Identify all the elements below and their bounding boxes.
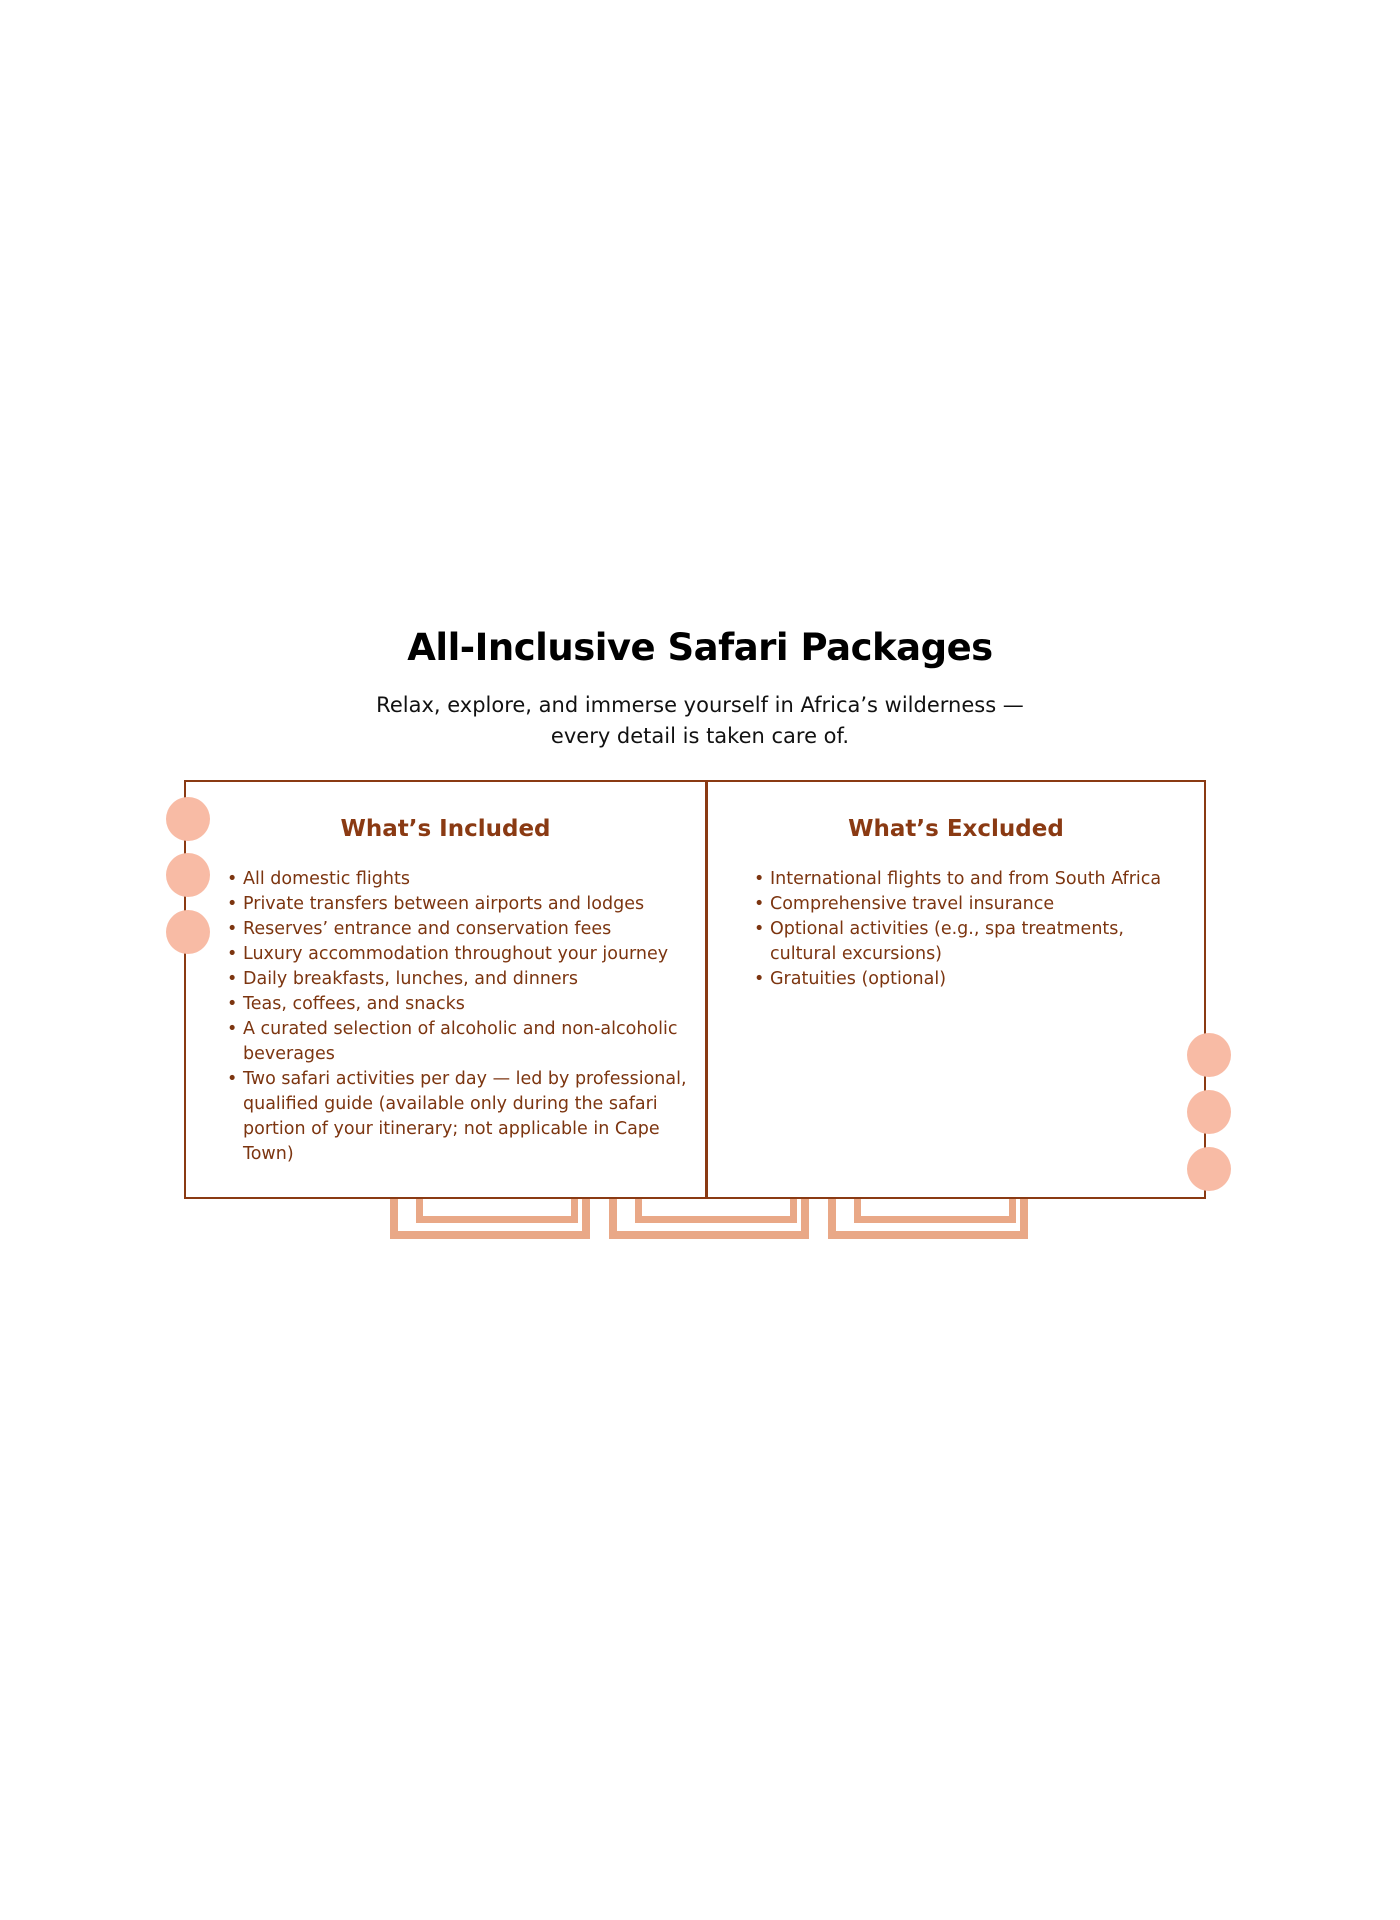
included-list xyxy=(227,867,687,1167)
list-item: • Two safari activities per day — led by professional, qualified guide (available only during the safari portion of your itinerary; not applicable in Cape Town) xyxy=(227,1069,687,1164)
page-subtitle: Relax, explore, and immerse yourself in Africa’s wilderness — every detail is taken care of. xyxy=(376,693,1024,748)
list-item: • Luxury accommodation throughout your journey xyxy=(243,942,687,967)
decorative-frame xyxy=(609,1194,809,1239)
excluded-title: What’s Excluded xyxy=(848,816,1064,842)
bullet-icon: • xyxy=(227,869,238,889)
decorative-dot xyxy=(1187,1033,1231,1077)
page-title: All-Inclusive Safari Packages xyxy=(407,626,993,669)
bullet-icon: • xyxy=(754,969,765,989)
bullet-icon: • xyxy=(227,919,238,939)
decorative-dot xyxy=(166,853,210,897)
bullet-icon: • xyxy=(227,894,238,914)
bullet-icon: • xyxy=(227,1069,238,1089)
bullet-icon: • xyxy=(227,1019,238,1039)
list-item: • Gratuities (optional) xyxy=(770,967,1192,992)
bullet-icon: • xyxy=(754,894,765,914)
excluded-list xyxy=(754,867,1192,992)
decorative-dot xyxy=(1187,1090,1231,1134)
list-item: • Teas, coffees, and snacks xyxy=(243,992,687,1017)
list-item: • Private transfers between airports and lodges xyxy=(243,892,687,917)
decorative-dot xyxy=(166,910,210,954)
decorative-frame xyxy=(390,1194,590,1239)
included-title: What’s Included xyxy=(340,816,551,842)
bullet-icon: • xyxy=(754,919,765,939)
decorative-dot xyxy=(166,797,210,841)
included-card xyxy=(184,780,707,1199)
list-item: • Reserves’ entrance and conservation fees xyxy=(243,917,687,942)
list-item: • Daily breakfasts, lunches, and dinners xyxy=(243,967,687,992)
list-item: • A curated selection of alcoholic and non-alcoholic beverages xyxy=(227,1019,678,1064)
bullet-icon: • xyxy=(227,944,238,964)
bullet-icon: • xyxy=(227,994,238,1014)
bullet-icon: • xyxy=(227,969,238,989)
decorative-frame xyxy=(828,1194,1028,1239)
list-item: • Optional activities (e.g., spa treatments, cultural excursions) xyxy=(754,919,1124,964)
list-item: • Comprehensive travel insurance xyxy=(770,892,1192,917)
decorative-dot xyxy=(1187,1147,1231,1191)
list-item: • International flights to and from South Africa xyxy=(770,867,1192,892)
excluded-card xyxy=(706,780,1206,1199)
list-item: • All domestic flights xyxy=(243,867,687,892)
bullet-icon: • xyxy=(754,869,765,889)
